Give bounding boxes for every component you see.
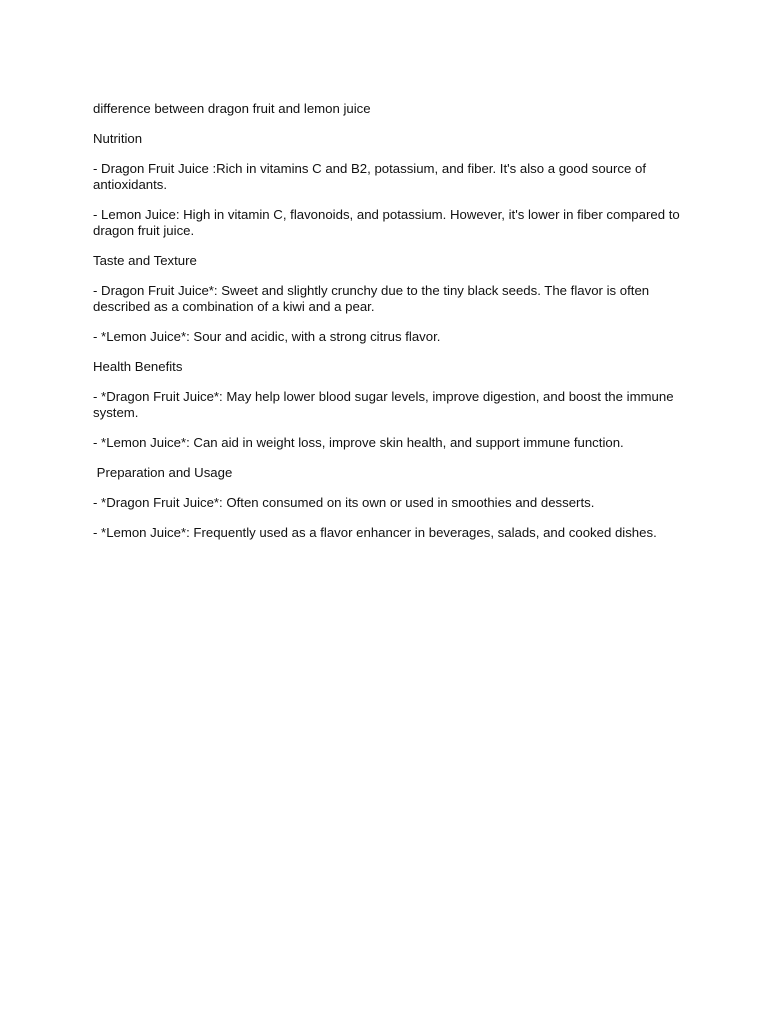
- taste-dragon-fruit-item: - Dragon Fruit Juice*: Sweet and slightly crunchy due to the tiny black seeds. The flavor is often described as a combination of a kiwi and a pear.: [93, 283, 653, 314]
- section-heading-preparation: Preparation and Usage: [93, 465, 233, 480]
- taste-lemon-item: - *Lemon Juice*: Sour and acidic, with a strong citrus flavor.: [93, 329, 441, 344]
- section-heading-nutrition: Nutrition: [93, 131, 143, 146]
- section-heading-health: Health Benefits: [93, 359, 183, 374]
- document-title: difference between dragon fruit and lemon juice: [93, 101, 371, 116]
- health-dragon-fruit-item: - *Dragon Fruit Juice*: May help lower blood sugar levels, improve digestion, and boost the immune system.: [93, 389, 678, 420]
- health-lemon-item: - *Lemon Juice*: Can aid in weight loss, improve skin health, and support immune function.: [93, 435, 624, 450]
- nutrition-dragon-fruit-item: - Dragon Fruit Juice :Rich in vitamins C and B2, potassium, and fiber. It's also a good source of antioxidants.: [93, 161, 650, 192]
- preparation-lemon-item: - *Lemon Juice*: Frequently used as a flavor enhancer in beverages, salads, and cooked dishes.: [93, 525, 657, 540]
- document-body: [93, 101, 683, 555]
- section-heading-taste: Taste and Texture: [93, 253, 197, 268]
- preparation-dragon-fruit-item: - *Dragon Fruit Juice*: Often consumed on its own or used in smoothies and desserts.: [93, 495, 595, 510]
- nutrition-lemon-item: - Lemon Juice: High in vitamin C, flavonoids, and potassium. However, it's lower in fiber compared to dragon fruit juice.: [93, 207, 684, 238]
